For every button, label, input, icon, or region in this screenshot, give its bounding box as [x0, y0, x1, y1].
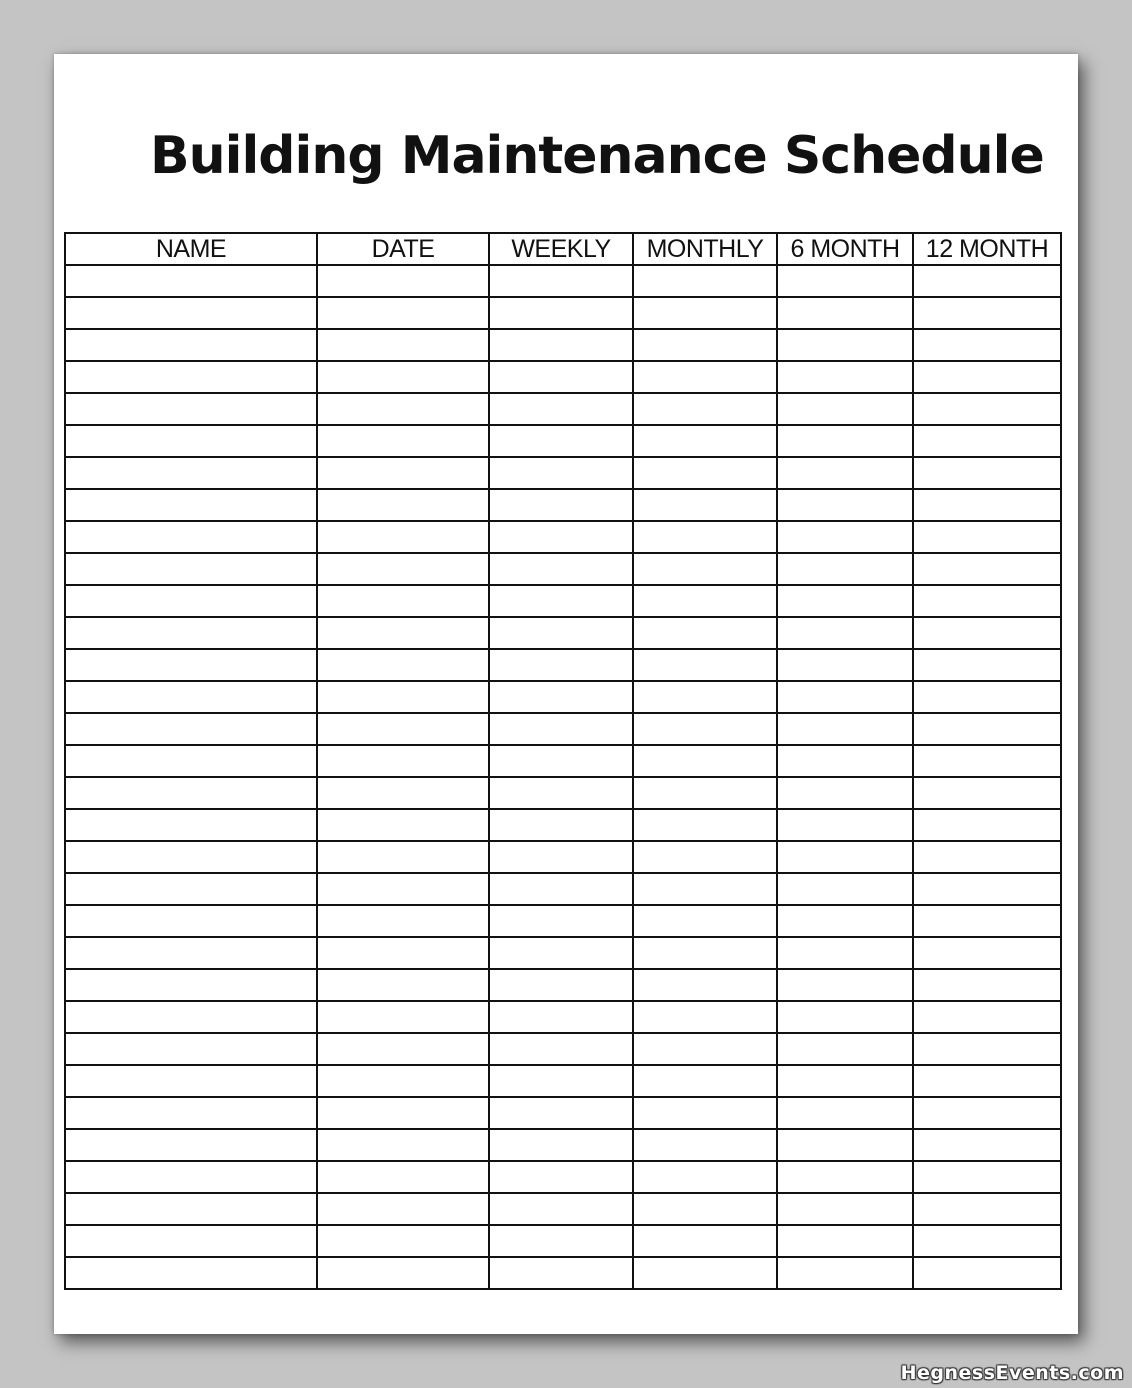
table-cell[interactable]: [65, 361, 317, 393]
table-cell[interactable]: [633, 297, 777, 329]
table-cell[interactable]: [777, 329, 913, 361]
table-row: [65, 649, 1061, 681]
table-cell[interactable]: [489, 937, 633, 969]
table-cell[interactable]: [633, 841, 777, 873]
table-cell[interactable]: [489, 553, 633, 585]
table-cell[interactable]: [633, 521, 777, 553]
table-cell[interactable]: [777, 1161, 913, 1193]
table-cell[interactable]: [633, 809, 777, 841]
table-cell[interactable]: [913, 617, 1061, 649]
table-cell[interactable]: [489, 457, 633, 489]
table-cell[interactable]: [777, 1001, 913, 1033]
table-cell[interactable]: [489, 393, 633, 425]
table-cell[interactable]: [633, 937, 777, 969]
watermark: HegnessEvents.com: [900, 1362, 1124, 1384]
table-cell[interactable]: [317, 1001, 489, 1033]
table-cell[interactable]: [913, 681, 1061, 713]
table-cell[interactable]: [489, 745, 633, 777]
table-row: [65, 329, 1061, 361]
table-cell[interactable]: [913, 329, 1061, 361]
table-cell[interactable]: [777, 1065, 913, 1097]
table-cell[interactable]: [633, 457, 777, 489]
table-cell[interactable]: [777, 1225, 913, 1257]
table-cell[interactable]: [317, 617, 489, 649]
table-row: [65, 1225, 1061, 1257]
table-cell[interactable]: [65, 1129, 317, 1161]
table-cell[interactable]: [317, 361, 489, 393]
table-cell[interactable]: [913, 585, 1061, 617]
table-cell[interactable]: [633, 1161, 777, 1193]
table-cell[interactable]: [317, 1129, 489, 1161]
table-cell[interactable]: [913, 1193, 1061, 1225]
table-row: [65, 1193, 1061, 1225]
table-cell[interactable]: [913, 841, 1061, 873]
table-cell[interactable]: [913, 393, 1061, 425]
table-row: [65, 873, 1061, 905]
table-cell[interactable]: [913, 1065, 1061, 1097]
table-row: [65, 489, 1061, 521]
table-cell[interactable]: [65, 425, 317, 457]
table-cell[interactable]: [317, 265, 489, 297]
table-cell[interactable]: [777, 297, 913, 329]
table-cell[interactable]: [913, 809, 1061, 841]
table-cell[interactable]: [777, 521, 913, 553]
table-row: [65, 585, 1061, 617]
table-row: [65, 361, 1061, 393]
table-cell[interactable]: [633, 745, 777, 777]
table-cell[interactable]: [777, 969, 913, 1001]
table-cell[interactable]: [317, 809, 489, 841]
column-header-weekly: WEEKLY: [489, 233, 633, 265]
table-cell[interactable]: [633, 393, 777, 425]
table-cell[interactable]: [65, 1033, 317, 1065]
table-cell[interactable]: [489, 1001, 633, 1033]
table-cell[interactable]: [633, 265, 777, 297]
table-cell[interactable]: [777, 1097, 913, 1129]
table-cell[interactable]: [317, 1257, 489, 1289]
table-cell[interactable]: [633, 329, 777, 361]
table-cell[interactable]: [65, 777, 317, 809]
table-cell[interactable]: [633, 489, 777, 521]
table-row: [65, 297, 1061, 329]
table-cell[interactable]: [489, 1257, 633, 1289]
table-cell[interactable]: [777, 1033, 913, 1065]
table-cell[interactable]: [317, 873, 489, 905]
table-cell[interactable]: [65, 649, 317, 681]
table-cell[interactable]: [913, 873, 1061, 905]
table-cell[interactable]: [489, 297, 633, 329]
table-cell[interactable]: [65, 1225, 317, 1257]
table-cell[interactable]: [489, 425, 633, 457]
table-row: [65, 905, 1061, 937]
table-cell[interactable]: [913, 1001, 1061, 1033]
table-cell[interactable]: [489, 1129, 633, 1161]
table-cell[interactable]: [489, 489, 633, 521]
table-row: [65, 841, 1061, 873]
table-cell[interactable]: [913, 777, 1061, 809]
table-cell[interactable]: [317, 297, 489, 329]
table-row: [65, 713, 1061, 745]
table-cell[interactable]: [65, 905, 317, 937]
table-row: [65, 777, 1061, 809]
table-cell[interactable]: [633, 1001, 777, 1033]
table-cell[interactable]: [633, 873, 777, 905]
table-cell[interactable]: [633, 1129, 777, 1161]
table-cell[interactable]: [489, 1097, 633, 1129]
table-cell[interactable]: [633, 361, 777, 393]
table-cell[interactable]: [777, 1193, 913, 1225]
table-cell[interactable]: [913, 297, 1061, 329]
table-row: [65, 1257, 1061, 1289]
table-row: [65, 457, 1061, 489]
table-cell[interactable]: [317, 521, 489, 553]
table-cell[interactable]: [65, 969, 317, 1001]
table-cell[interactable]: [65, 297, 317, 329]
table-cell[interactable]: [65, 457, 317, 489]
table-row: [65, 1001, 1061, 1033]
table-row: [65, 425, 1061, 457]
table-cell[interactable]: [489, 1193, 633, 1225]
table-cell[interactable]: [489, 649, 633, 681]
table-cell[interactable]: [913, 1225, 1061, 1257]
table-cell[interactable]: [633, 585, 777, 617]
table-cell[interactable]: [317, 1065, 489, 1097]
table-cell[interactable]: [633, 1225, 777, 1257]
table-cell[interactable]: [317, 1097, 489, 1129]
table-cell[interactable]: [777, 649, 913, 681]
table-cell[interactable]: [777, 841, 913, 873]
table-cell[interactable]: [489, 265, 633, 297]
table-cell[interactable]: [317, 1161, 489, 1193]
table-cell[interactable]: [317, 937, 489, 969]
table-cell[interactable]: [913, 1097, 1061, 1129]
table-cell[interactable]: [913, 1033, 1061, 1065]
table-cell[interactable]: [777, 1257, 913, 1289]
table-cell[interactable]: [317, 585, 489, 617]
table-cell[interactable]: [913, 1257, 1061, 1289]
table-cell[interactable]: [317, 329, 489, 361]
table-cell[interactable]: [913, 969, 1061, 1001]
table-cell[interactable]: [633, 905, 777, 937]
table-row: [65, 1065, 1061, 1097]
table-cell[interactable]: [633, 713, 777, 745]
maintenance-schedule-table: [64, 232, 1062, 1290]
table-cell[interactable]: [913, 521, 1061, 553]
table-cell[interactable]: [65, 681, 317, 713]
table-cell[interactable]: [489, 841, 633, 873]
table-row: [65, 1129, 1061, 1161]
table-cell[interactable]: [65, 1193, 317, 1225]
table-cell[interactable]: [317, 841, 489, 873]
table-cell[interactable]: [633, 425, 777, 457]
table-cell[interactable]: [317, 681, 489, 713]
table-cell[interactable]: [65, 265, 317, 297]
table-cell[interactable]: [777, 457, 913, 489]
table-cell[interactable]: [317, 905, 489, 937]
table-cell[interactable]: [65, 489, 317, 521]
table-cell[interactable]: [777, 777, 913, 809]
table-cell[interactable]: [65, 745, 317, 777]
table-cell[interactable]: [489, 713, 633, 745]
table-row: [65, 265, 1061, 297]
table-cell[interactable]: [65, 809, 317, 841]
table-cell[interactable]: [489, 585, 633, 617]
table-cell[interactable]: [633, 553, 777, 585]
table-cell[interactable]: [777, 905, 913, 937]
table-cell[interactable]: [777, 873, 913, 905]
table-cell[interactable]: [317, 969, 489, 1001]
table-cell[interactable]: [317, 1033, 489, 1065]
column-header-monthly: MONTHLY: [633, 233, 777, 265]
table-cell[interactable]: [489, 777, 633, 809]
table-row: [65, 969, 1061, 1001]
table-cell[interactable]: [317, 713, 489, 745]
table-cell[interactable]: [65, 617, 317, 649]
table-row: [65, 809, 1061, 841]
table-cell[interactable]: [489, 809, 633, 841]
table-cell[interactable]: [65, 1065, 317, 1097]
table-cell[interactable]: [777, 425, 913, 457]
table-row: [65, 1033, 1061, 1065]
table-cell[interactable]: [777, 713, 913, 745]
table-body: [65, 265, 1061, 1289]
table-cell[interactable]: [65, 393, 317, 425]
table-cell[interactable]: [65, 937, 317, 969]
table-row: [65, 937, 1061, 969]
table-cell[interactable]: [633, 1193, 777, 1225]
table-cell[interactable]: [65, 873, 317, 905]
table-cell[interactable]: [633, 1097, 777, 1129]
table-cell[interactable]: [317, 425, 489, 457]
table-cell[interactable]: [777, 585, 913, 617]
table-cell[interactable]: [913, 1161, 1061, 1193]
table-cell[interactable]: [777, 617, 913, 649]
table-cell[interactable]: [913, 265, 1061, 297]
table-row: [65, 393, 1061, 425]
table-cell[interactable]: [777, 265, 913, 297]
table-cell[interactable]: [913, 1129, 1061, 1161]
table-cell[interactable]: [777, 553, 913, 585]
table-cell[interactable]: [633, 969, 777, 1001]
table-cell[interactable]: [489, 681, 633, 713]
table-cell[interactable]: [633, 1257, 777, 1289]
table-cell[interactable]: [65, 329, 317, 361]
column-header-name: NAME: [65, 233, 317, 265]
table-cell[interactable]: [317, 1225, 489, 1257]
table-cell[interactable]: [777, 361, 913, 393]
table-cell[interactable]: [913, 905, 1061, 937]
table-row: [65, 617, 1061, 649]
table-cell[interactable]: [489, 329, 633, 361]
table-cell[interactable]: [777, 809, 913, 841]
table-cell[interactable]: [633, 1065, 777, 1097]
column-header-6-month: 6 MONTH: [777, 233, 913, 265]
table-cell[interactable]: [913, 649, 1061, 681]
table-cell[interactable]: [317, 649, 489, 681]
table-cell[interactable]: [65, 1001, 317, 1033]
table-cell[interactable]: [777, 937, 913, 969]
table-cell[interactable]: [913, 425, 1061, 457]
table-row: [65, 553, 1061, 585]
table-cell[interactable]: [777, 745, 913, 777]
table-cell[interactable]: [633, 681, 777, 713]
table-cell[interactable]: [65, 553, 317, 585]
table-cell[interactable]: [913, 361, 1061, 393]
table-cell[interactable]: [777, 1129, 913, 1161]
page-title: Building Maintenance Schedule: [150, 126, 1044, 186]
table-cell[interactable]: [489, 969, 633, 1001]
table-cell[interactable]: [489, 873, 633, 905]
table-cell[interactable]: [65, 1257, 317, 1289]
table-cell[interactable]: [317, 777, 489, 809]
table-cell[interactable]: [65, 841, 317, 873]
column-header-date: DATE: [317, 233, 489, 265]
table-row: [65, 1161, 1061, 1193]
table-cell[interactable]: [913, 553, 1061, 585]
table-cell[interactable]: [913, 745, 1061, 777]
document-page: [54, 54, 1078, 1334]
table-row: [65, 1097, 1061, 1129]
table-cell[interactable]: [489, 1225, 633, 1257]
table-cell[interactable]: [317, 553, 489, 585]
table-cell[interactable]: [489, 521, 633, 553]
table-cell[interactable]: [489, 1161, 633, 1193]
table-cell[interactable]: [65, 585, 317, 617]
table-cell[interactable]: [913, 457, 1061, 489]
table-cell[interactable]: [777, 681, 913, 713]
table-cell[interactable]: [633, 1033, 777, 1065]
table-cell[interactable]: [65, 521, 317, 553]
table-cell[interactable]: [317, 745, 489, 777]
table-cell[interactable]: [777, 489, 913, 521]
table-cell[interactable]: [317, 457, 489, 489]
table-cell[interactable]: [489, 617, 633, 649]
table-cell[interactable]: [317, 1193, 489, 1225]
table-cell[interactable]: [317, 393, 489, 425]
column-header-12-month: 12 MONTH: [913, 233, 1061, 265]
table-row: [65, 745, 1061, 777]
table-cell[interactable]: [65, 1161, 317, 1193]
table-row: [65, 681, 1061, 713]
table-cell[interactable]: [633, 617, 777, 649]
table-cell[interactable]: [777, 393, 913, 425]
table-cell[interactable]: [633, 777, 777, 809]
table-cell[interactable]: [65, 713, 317, 745]
table-cell[interactable]: [913, 489, 1061, 521]
table-cell[interactable]: [317, 489, 489, 521]
table-cell[interactable]: [489, 1065, 633, 1097]
table-cell[interactable]: [65, 1097, 317, 1129]
table-cell[interactable]: [489, 1033, 633, 1065]
table-row: [65, 521, 1061, 553]
table-cell[interactable]: [913, 713, 1061, 745]
table-cell[interactable]: [489, 361, 633, 393]
table-cell[interactable]: [913, 937, 1061, 969]
table-cell[interactable]: [633, 649, 777, 681]
header-row: [65, 233, 1061, 265]
table-cell[interactable]: [489, 905, 633, 937]
